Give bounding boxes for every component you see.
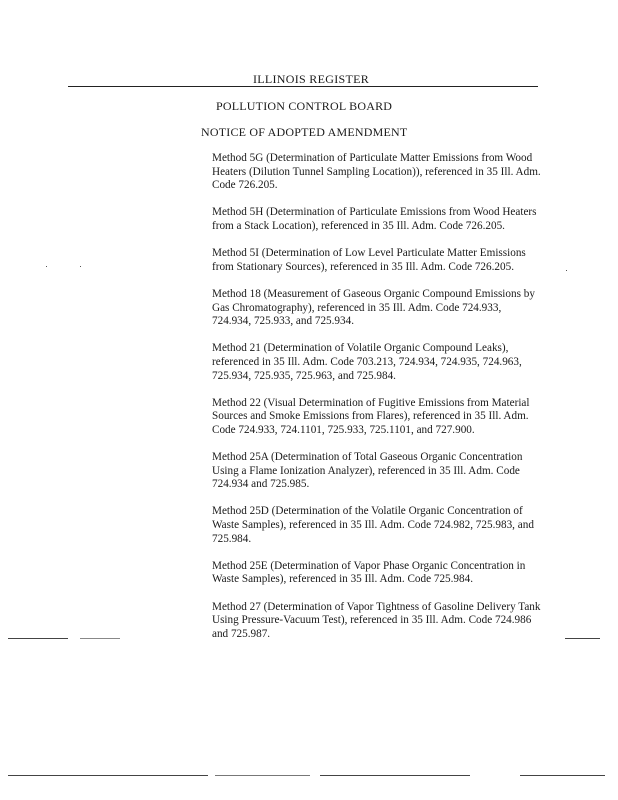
notice-heading: NOTICE OF ADOPTED AMENDMENT (201, 125, 408, 139)
method-list (212, 152, 542, 655)
scan-speck (80, 266, 81, 267)
scan-streak (8, 638, 68, 639)
method-item: Method 25D (Determination of the Volatile Organic Concentration of Waste Samples), referenced in 35 Ill. Adm. Code 724.982, 725.983, and 725.984. (212, 505, 534, 545)
method-item: Method 25A (Determination of Total Gaseous Organic Concentration Using a Flame Ionization Analyzer), referenced in 35 Ill. Adm. Code 724.934 and 725.985. (212, 451, 523, 491)
method-item: Method 5H (Determination of Particulate Emissions from Wood Heaters from a Stack Location), referenced in 35 Ill. Adm. Code 726.205. (212, 206, 537, 232)
scan-streak (80, 638, 120, 639)
scan-speck (46, 266, 47, 267)
method-item: Method 27 (Determination of Vapor Tightness of Gasoline Delivery Tank Using Pressure-Vacuum Test), referenced in 35 Ill. Adm. Code 724.986 and 725.987. (212, 600, 541, 640)
method-item: Method 21 (Determination of Volatile Organic Compound Leaks), referenced in 35 Ill. Adm. Code 703.213, 724.934, 724.935, 724.963, 725.934, 725.935, 725.963, and 725.984. (212, 342, 522, 382)
scan-streak (565, 638, 600, 639)
method-item: Method 5I (Determination of Low Level Particulate Matter Emissions from Stationary Sources), referenced in 35 Ill. Adm. Code 726.205. (212, 247, 526, 273)
method-item: Method 18 (Measurement of Gaseous Organic Compound Emissions by Gas Chromatography), referenced in 35 Ill. Adm. Code 724.933, 724.934, 725.933, and 725.934. (212, 287, 535, 328)
header-rule (68, 86, 538, 87)
board-name: POLLUTION CONTROL BOARD (216, 99, 393, 113)
scan-streak (320, 775, 470, 776)
scan-streak (215, 775, 310, 776)
register-title: ILLINOIS REGISTER (252, 72, 370, 86)
method-item: Method 25E (Determination of Vapor Phase Organic Concentration in Waste Samples), referenced in 35 Ill. Adm. Code 725.984. (212, 559, 526, 586)
scan-streak (520, 775, 605, 776)
method-item: Method 22 (Visual Determination of Fugitive Emissions from Material Sources and Smoke Emissions from Flares), referenced in 35 Ill. Adm. Code 724.933, 724.1101, 725.933, 725.1101, and 727.900. (212, 396, 530, 436)
scan-streak (8, 775, 208, 776)
scan-speck (566, 270, 567, 271)
method-item: Method 5G (Determination of Particulate Matter Emissions from Wood Heaters (Dilution Tunnel Sampling Location)), referenced in 35 Ill. Adm. Code 726.205. (212, 152, 541, 192)
